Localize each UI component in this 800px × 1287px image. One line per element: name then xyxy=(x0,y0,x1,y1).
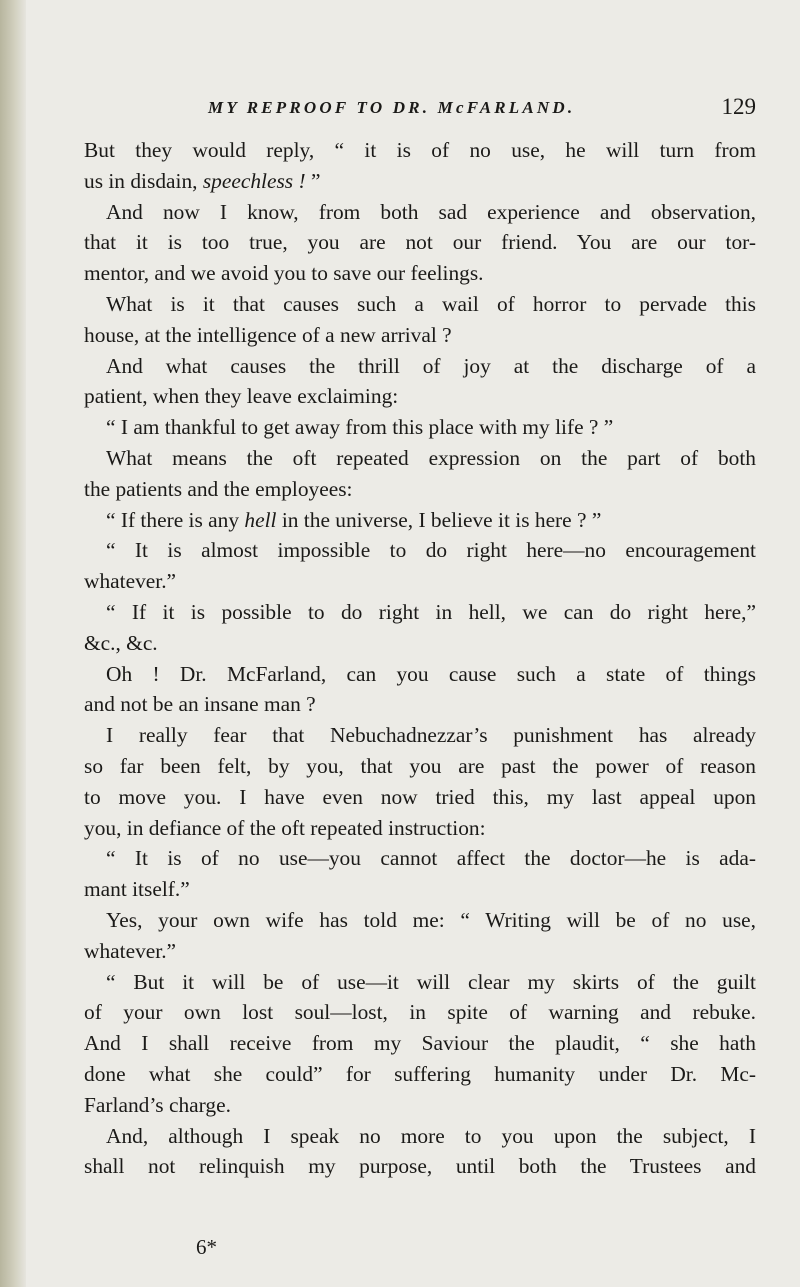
text-line: to move you. I have even now tried this, my last appeal upon xyxy=(84,784,756,809)
page-number: 129 xyxy=(721,94,756,119)
text-line: that it is too true, you are not our friend. You are our tor- xyxy=(84,230,756,255)
text-line: “ If there is any hell in the universe, I believe it is here ? ” xyxy=(106,507,602,532)
text-line: And I shall receive from my Saviour the plaudit, “ she hath xyxy=(84,1031,756,1056)
signature-mark: 6* xyxy=(196,1235,217,1259)
text-line: mentor, and we avoid you to save our feelings. xyxy=(84,261,484,286)
text-line: the patients and the employees: xyxy=(84,476,353,501)
running-header xyxy=(208,94,756,126)
text-line: And now I know, from both sad experience and observation, xyxy=(106,199,756,224)
text-line: you, in defiance of the oft repeated instruction: xyxy=(84,815,486,840)
text-line: house, at the intelligence of a new arrival ? xyxy=(84,322,452,347)
text-line: whatever.” xyxy=(84,938,177,963)
text-line: so far been felt, by you, that you are past the power of reason xyxy=(84,753,756,778)
text-line: mant itself.” xyxy=(84,877,190,902)
text-line: and not be an insane man ? xyxy=(84,692,316,717)
text-line: I really fear that Nebuchadnezzar’s punishment has already xyxy=(106,723,756,748)
text-line: And what causes the thrill of joy at the discharge of a xyxy=(106,353,756,378)
text-line: What is it that causes such a wail of horror to pervade this xyxy=(106,291,756,316)
text-line: “ It is almost impossible to do right here—no encouragement xyxy=(106,538,756,563)
text-line: done what she could” for suffering humanity under Dr. Mc- xyxy=(84,1061,756,1086)
text-line: Oh ! Dr. McFarland, can you cause such a state of things xyxy=(106,661,756,686)
text-line: us in disdain, speechless ! ” xyxy=(84,168,321,193)
text-line: But they would reply, “ it is of no use, he will turn from xyxy=(84,138,756,162)
text-line: “ But it will be of use—it will clear my skirts of the guilt xyxy=(106,969,756,994)
text-line: Farland’s charge. xyxy=(84,1092,231,1117)
body-text xyxy=(84,135,756,1182)
text-line: And, although I speak no more to you upon the subject, I xyxy=(106,1123,756,1148)
text-line: shall not relinquish my purpose, until both the Trustees and xyxy=(84,1154,756,1179)
text-line: patient, when they leave exclaiming: xyxy=(84,384,399,409)
running-title: MY REPROOF TO DR. McFARLAND. xyxy=(208,98,576,117)
text-line: of your own lost soul—lost, in spite of warning and rebuke. xyxy=(84,1000,756,1025)
text-line: &c., &c. xyxy=(84,630,158,655)
text-line: “ I am thankful to get away from this place with my life ? ” xyxy=(106,415,614,440)
text-line: “ It is of no use—you cannot affect the doctor—he is ada- xyxy=(106,846,756,871)
text-line: What means the oft repeated expression on the part of both xyxy=(106,445,756,470)
text-line: Yes, your own wife has told me: “ Writing will be of no use, xyxy=(106,907,756,932)
text-line: “ If it is possible to do right in hell, we can do right here,” xyxy=(106,599,756,624)
text-line: whatever.” xyxy=(84,569,177,594)
